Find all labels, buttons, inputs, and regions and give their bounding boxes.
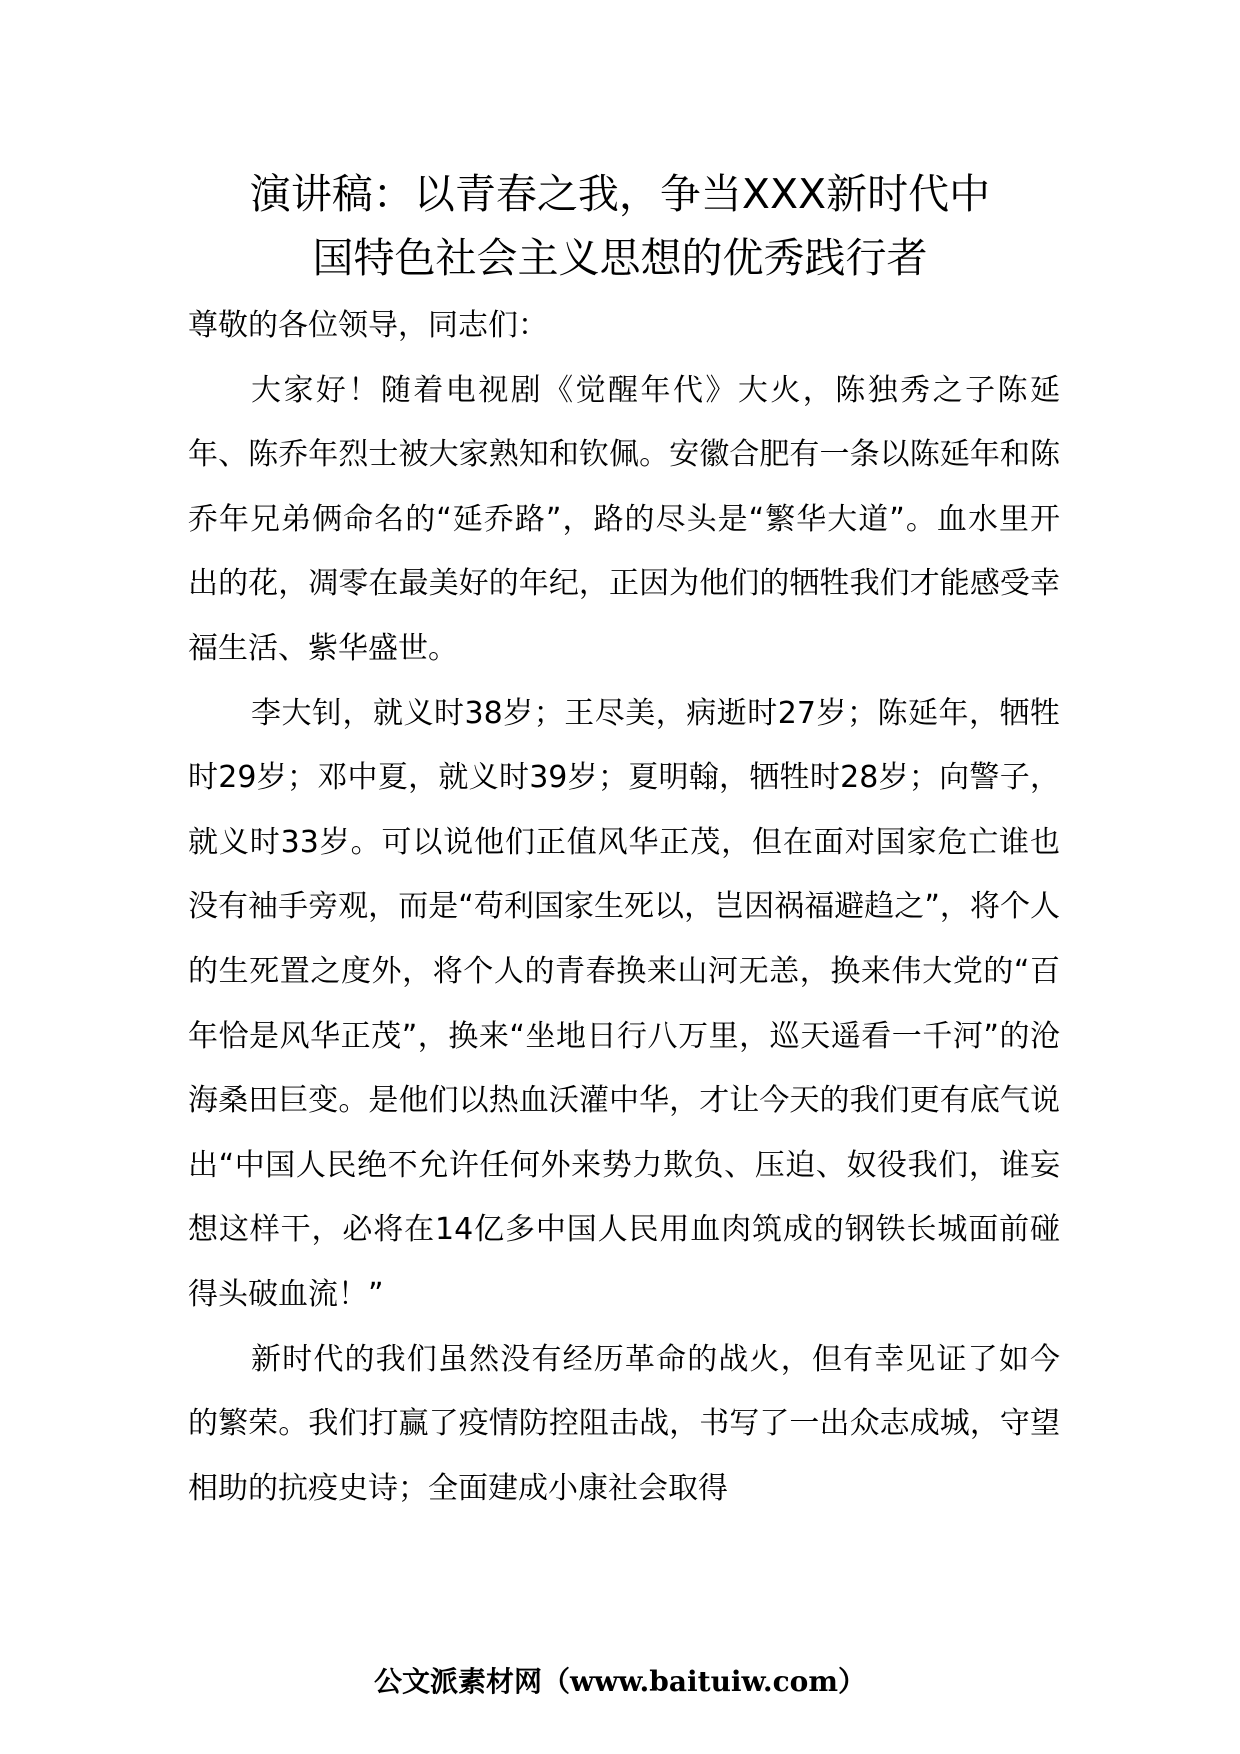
- title-line-2: 国特色社会主义思想的优秀践行者: [312, 234, 928, 282]
- document-title: [150, 162, 1090, 290]
- document-body: [188, 294, 1060, 1521]
- salutation: 尊敬的各位领导，同志们：: [188, 308, 548, 343]
- paragraph-3: 新时代的我们虽然没有经历革命的战火，但有幸见证了如今的繁荣。我们打赢了疫情防控阻击战，书写了一出众志成城，守望相助的抗疫史诗；全面建成小康社会取得: [188, 1341, 1060, 1506]
- title-line-1: 演讲稿：以青春之我，争当XXX新时代中: [249, 170, 991, 218]
- paragraph-2: 李大钊，就义时38岁；王尽美，病逝时27岁；陈延年，牺牲时29岁；邓中夏，就义时39岁；夏明翰，牺牲时28岁；向警子，就义时33岁。可以说他们正值风华正茂，但在面对国家危亡谁也没有袖手旁观，而是“苟利国家生死以，岂因祸福避趋之”，将个人的生死置之度外，将个人的青春换来山河无恙，换来伟大党的“百年恰是风华正茂”，换来“坐地日行八万里，巡天遥看一千河”的沧海桑田巨变。是他们以热血沃灌中华，才让今天的我们更有底气说出“中国人民绝不允许任何外来势力欺负、压迫、奴役我们，谁妄想这样干，必将在14亿多中国人民用血肉筑成的钢铁长城面前碰得头破血流！”: [188, 695, 1060, 1312]
- paragraph-1: 大家好！随着电视剧《觉醒年代》大火，陈独秀之子陈延年、陈乔年烈士被大家熟知和钦佩。安徽合肥有一条以陈延年和陈乔年兄弟俩命名的“延乔路”，路的尽头是“繁华大道”。血水里开出的花，凋零在最美好的年纪，正因为他们的牺牲我们才能感受幸福生活、紫华盛世。: [188, 372, 1060, 666]
- page-footer: 公文派素材网（www.baituiw.com）: [374, 1665, 866, 1698]
